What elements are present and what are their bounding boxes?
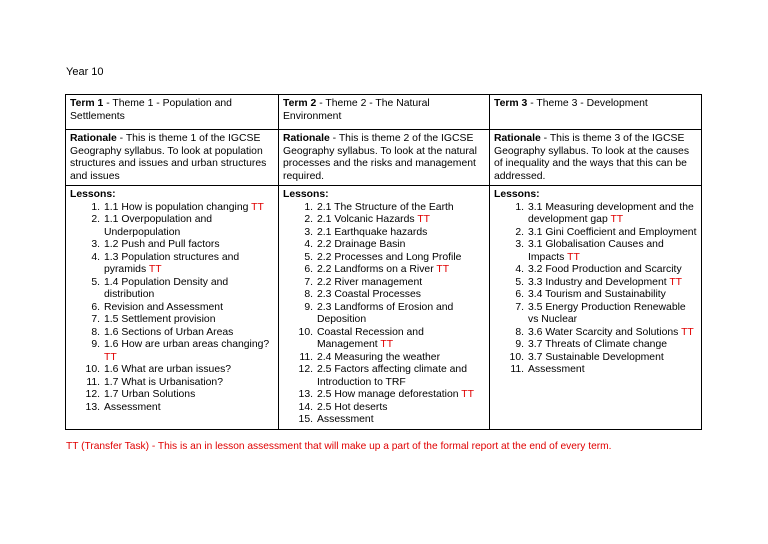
lesson-title-wrap bbox=[528, 364, 697, 377]
lesson-title-wrap bbox=[317, 302, 485, 327]
rationale-row bbox=[66, 130, 702, 186]
lesson-title: 3.6 Water Scarcity and Solutions bbox=[528, 326, 679, 338]
transfer-task-marker: TT bbox=[669, 276, 683, 288]
lesson-number: 13. bbox=[298, 389, 313, 400]
lesson-title-wrap bbox=[317, 352, 485, 365]
lesson-title: Coastal Recession and Management bbox=[317, 326, 424, 350]
lesson-number: 2. bbox=[515, 226, 524, 238]
lesson-title-wrap bbox=[317, 214, 485, 227]
lesson-number: 5. bbox=[91, 276, 100, 288]
lesson-number: 9. bbox=[91, 339, 100, 350]
lesson-item bbox=[70, 364, 274, 377]
lesson-item bbox=[494, 277, 697, 290]
lesson-item bbox=[283, 202, 485, 215]
lesson-number: 10. bbox=[298, 326, 313, 338]
transfer-task-marker: TT bbox=[567, 251, 580, 263]
lesson-list bbox=[70, 202, 274, 415]
lesson-item bbox=[283, 252, 485, 265]
lesson-title-wrap bbox=[317, 414, 485, 427]
lesson-number: 2. bbox=[91, 214, 100, 225]
lesson-number: 14. bbox=[298, 401, 313, 413]
lesson-number: 1. bbox=[515, 201, 524, 213]
lesson-number: 1. bbox=[91, 201, 100, 213]
transfer-task-marker: TT bbox=[380, 339, 394, 350]
lesson-item bbox=[70, 339, 274, 364]
rationale-label: Rationale bbox=[70, 133, 117, 144]
lessons-label: Lessons: bbox=[283, 189, 329, 200]
lesson-title-wrap bbox=[528, 302, 697, 327]
lesson-title-wrap bbox=[317, 252, 485, 265]
lesson-item bbox=[70, 389, 274, 402]
term-2-rationale bbox=[279, 130, 490, 186]
lesson-number: 11. bbox=[86, 376, 100, 388]
lesson-number: 8. bbox=[515, 326, 524, 338]
lesson-title: 2.5 Factors affecting climate and Introduction to TRF bbox=[317, 364, 467, 388]
lesson-item bbox=[494, 289, 697, 302]
lesson-number: 10. bbox=[85, 364, 100, 375]
lesson-title: 3.1 Globalisation Causes and Impacts bbox=[528, 239, 664, 263]
lesson-title-wrap bbox=[104, 239, 274, 252]
lesson-title-wrap bbox=[317, 202, 485, 215]
lesson-item bbox=[283, 327, 485, 352]
lesson-title: 3.1 Gini Coefficient and Employment bbox=[528, 226, 697, 238]
lesson-item bbox=[70, 402, 274, 415]
lesson-title: 1.6 How are urban areas changing? bbox=[104, 339, 270, 350]
lesson-item bbox=[283, 302, 485, 327]
term-header-row bbox=[66, 95, 702, 130]
lessons-label: Lessons: bbox=[494, 189, 540, 200]
lesson-number: 12. bbox=[298, 364, 313, 375]
lesson-item bbox=[494, 239, 697, 264]
lesson-number: 11. bbox=[299, 351, 313, 363]
rationale-label: Rationale bbox=[283, 133, 330, 144]
lesson-number: 2. bbox=[304, 214, 313, 225]
lesson-number: 6. bbox=[515, 289, 524, 300]
lesson-title-wrap bbox=[317, 264, 485, 277]
lesson-title-wrap bbox=[317, 239, 485, 252]
lesson-number: 7. bbox=[515, 301, 524, 313]
lesson-item bbox=[70, 252, 274, 277]
lesson-number: 9. bbox=[515, 339, 524, 350]
lesson-title: 2.5 Hot deserts bbox=[317, 401, 388, 413]
lesson-title-wrap bbox=[317, 364, 485, 389]
lesson-title-wrap bbox=[528, 239, 697, 264]
lesson-item bbox=[283, 352, 485, 365]
lessons-row bbox=[66, 186, 702, 430]
lesson-title-wrap bbox=[528, 352, 697, 365]
transfer-task-marker: TT bbox=[417, 214, 431, 225]
lesson-title: Assessment bbox=[317, 414, 374, 425]
document-heading-year: Year 10 bbox=[66, 66, 104, 78]
lesson-item bbox=[70, 302, 274, 315]
lesson-number: 4. bbox=[515, 264, 524, 275]
lesson-list bbox=[283, 202, 485, 427]
lesson-number: 11. bbox=[510, 364, 524, 375]
lesson-item bbox=[70, 202, 274, 215]
lesson-item bbox=[283, 289, 485, 302]
lesson-number: 1. bbox=[304, 201, 313, 213]
lesson-title: 1.7 What is Urbanisation? bbox=[104, 376, 223, 388]
transfer-task-marker: TT bbox=[436, 264, 450, 275]
lesson-item bbox=[494, 339, 697, 352]
lesson-title-wrap bbox=[317, 402, 485, 415]
lesson-title: 1.3 Population structures and pyramids bbox=[104, 251, 240, 275]
term-3-rationale bbox=[490, 130, 702, 186]
lesson-title-wrap bbox=[104, 202, 274, 215]
lesson-number: 6. bbox=[91, 301, 100, 313]
lesson-title-wrap bbox=[528, 227, 697, 240]
lesson-title: 3.2 Food Production and Scarcity bbox=[528, 264, 682, 275]
lesson-title-wrap bbox=[104, 252, 274, 277]
lesson-number: 12. bbox=[85, 389, 100, 400]
lesson-title: 3.1 Measuring development and the development gap bbox=[528, 201, 694, 225]
lesson-item bbox=[494, 264, 697, 277]
lessons-label: Lessons: bbox=[70, 189, 116, 200]
lesson-title: 2.4 Measuring the weather bbox=[317, 351, 441, 363]
lesson-title-wrap bbox=[104, 302, 274, 315]
lesson-item bbox=[70, 327, 274, 340]
lesson-title-wrap bbox=[528, 289, 697, 302]
term-1-label: Term 1 bbox=[70, 98, 104, 109]
lesson-title-wrap bbox=[104, 339, 274, 364]
lesson-title-wrap bbox=[104, 327, 274, 340]
lesson-title-wrap bbox=[317, 277, 485, 290]
lesson-title: Revision and Assessment bbox=[104, 301, 223, 313]
lesson-number: 8. bbox=[304, 289, 313, 300]
lesson-number: 7. bbox=[91, 314, 100, 325]
term-2-label: Term 2 bbox=[283, 98, 317, 109]
lesson-title-wrap bbox=[104, 314, 274, 327]
lesson-title-wrap bbox=[104, 214, 274, 239]
lesson-item bbox=[283, 214, 485, 227]
lesson-item bbox=[283, 277, 485, 290]
rationale-text: - This is theme 1 of the IGCSE Geography syllabus. To look at population structures and issues and urban structures and issues bbox=[70, 133, 267, 182]
lesson-title: 3.7 Threats of Climate change bbox=[528, 339, 668, 350]
lesson-title: 2.1 The Structure of the Earth bbox=[317, 201, 454, 213]
lesson-item bbox=[494, 364, 697, 377]
term-3-header bbox=[490, 95, 702, 130]
lesson-title: 2.1 Earthquake hazards bbox=[317, 226, 428, 238]
lesson-title: 1.1 How is population changing bbox=[104, 201, 249, 213]
transfer-task-marker: TT bbox=[251, 201, 264, 213]
term-1-lessons bbox=[66, 186, 279, 430]
term-1-theme: - Theme 1 - Population and Settlements bbox=[70, 98, 232, 122]
term-2-lessons bbox=[279, 186, 490, 430]
rationale-label: Rationale bbox=[494, 133, 541, 144]
lesson-number: 15. bbox=[298, 414, 313, 425]
transfer-task-marker: TT bbox=[681, 326, 694, 338]
lesson-number: 7. bbox=[304, 276, 313, 288]
lesson-title: 3.4 Tourism and Sustainability bbox=[528, 289, 666, 300]
lesson-item bbox=[494, 327, 697, 340]
lesson-title-wrap bbox=[317, 289, 485, 302]
lesson-title: 1.5 Settlement provision bbox=[104, 314, 216, 325]
transfer-task-marker: TT bbox=[104, 351, 117, 363]
lesson-item bbox=[283, 239, 485, 252]
lesson-title-wrap bbox=[528, 327, 697, 340]
lesson-list bbox=[494, 202, 697, 377]
lesson-title: Assessment bbox=[528, 364, 585, 375]
lesson-item bbox=[70, 239, 274, 252]
lesson-item bbox=[283, 402, 485, 415]
term-2-header bbox=[279, 95, 490, 130]
lesson-item bbox=[494, 202, 697, 227]
lesson-number: 6. bbox=[304, 264, 313, 275]
rationale-text: - This is theme 2 of the IGCSE Geography syllabus. To look at the natural processes and the risks and management required. bbox=[283, 133, 477, 182]
lesson-title: Assessment bbox=[104, 401, 161, 413]
lesson-title: 2.5 How manage deforestation bbox=[317, 389, 459, 400]
lesson-item bbox=[494, 227, 697, 240]
lesson-number: 10. bbox=[509, 351, 524, 363]
lesson-title-wrap bbox=[104, 389, 274, 402]
lesson-title: 1.2 Push and Pull factors bbox=[104, 239, 220, 250]
lesson-title: 1.6 What are urban issues? bbox=[104, 364, 232, 375]
lesson-title-wrap bbox=[104, 402, 274, 415]
lesson-title: 1.7 Urban Solutions bbox=[104, 389, 196, 400]
lesson-title: 2.2 River management bbox=[317, 276, 423, 288]
transfer-task-marker: TT bbox=[148, 264, 162, 275]
lesson-item bbox=[70, 377, 274, 390]
curriculum-table bbox=[65, 94, 702, 430]
lesson-title-wrap bbox=[104, 377, 274, 390]
lesson-title: 2.3 Coastal Processes bbox=[317, 289, 421, 300]
lesson-title: 2.2 Landforms on a River bbox=[317, 264, 434, 275]
lesson-item bbox=[283, 227, 485, 240]
transfer-task-marker: TT bbox=[610, 214, 624, 225]
lesson-item bbox=[494, 302, 697, 327]
lesson-item bbox=[283, 264, 485, 277]
lesson-title-wrap bbox=[528, 264, 697, 277]
lesson-number: 4. bbox=[304, 239, 313, 250]
term-3-theme: - Theme 3 - Development bbox=[527, 98, 648, 109]
lesson-number: 3. bbox=[304, 226, 313, 238]
lesson-item bbox=[70, 314, 274, 327]
lesson-title: 3.7 Sustainable Development bbox=[528, 351, 664, 363]
lesson-title: 2.2 Drainage Basin bbox=[317, 239, 406, 250]
term-3-label: Term 3 bbox=[494, 98, 528, 109]
lesson-title: 1.6 Sections of Urban Areas bbox=[104, 326, 234, 338]
lesson-title: 2.1 Volcanic Hazards bbox=[317, 214, 415, 225]
lesson-title: 3.3 Industry and Development bbox=[528, 276, 667, 288]
lesson-item bbox=[283, 414, 485, 427]
rationale-text: - This is theme 3 of the IGCSE Geography syllabus. To look at the causes of inequality and the ways that this can be addressed. bbox=[494, 133, 690, 182]
lesson-title-wrap bbox=[528, 277, 697, 290]
lesson-title-wrap bbox=[317, 389, 485, 402]
lesson-title: 3.5 Energy Production Renewable vs Nuclear bbox=[528, 301, 686, 325]
lesson-item bbox=[70, 214, 274, 239]
term-3-lessons bbox=[490, 186, 702, 430]
lesson-title: 2.2 Processes and Long Profile bbox=[317, 251, 462, 263]
lesson-item bbox=[283, 364, 485, 389]
lesson-title-wrap bbox=[317, 327, 485, 352]
lesson-number: 4. bbox=[91, 251, 100, 263]
term-1-rationale bbox=[66, 130, 279, 186]
lesson-number: 5. bbox=[515, 276, 524, 288]
lesson-title-wrap bbox=[104, 277, 274, 302]
term-1-header bbox=[66, 95, 279, 130]
lesson-title-wrap bbox=[317, 227, 485, 240]
lesson-number: 13. bbox=[85, 401, 100, 413]
lesson-title-wrap bbox=[528, 202, 697, 227]
lesson-item bbox=[494, 352, 697, 365]
lesson-title-wrap bbox=[528, 339, 697, 352]
lesson-number: 3. bbox=[91, 239, 100, 250]
lesson-number: 8. bbox=[91, 326, 100, 338]
lesson-number: 9. bbox=[304, 301, 313, 313]
lesson-title: 1.1 Overpopulation and Underpopulation bbox=[104, 214, 213, 238]
term-2-theme: - Theme 2 - The Natural Environment bbox=[283, 98, 430, 122]
lesson-item bbox=[283, 389, 485, 402]
lesson-title-wrap bbox=[104, 364, 274, 377]
lesson-number: 3. bbox=[515, 239, 524, 250]
lesson-title: 2.3 Landforms of Erosion and Deposition bbox=[317, 301, 454, 325]
transfer-task-marker: TT bbox=[461, 389, 474, 400]
lesson-title: 1.4 Population Density and distribution bbox=[104, 276, 229, 300]
transfer-task-footnote: TT (Transfer Task) - This is an in lesson assessment that will make up a part of the formal report at the end of every term. bbox=[66, 441, 612, 452]
lesson-number: 5. bbox=[304, 251, 313, 263]
lesson-item bbox=[70, 277, 274, 302]
